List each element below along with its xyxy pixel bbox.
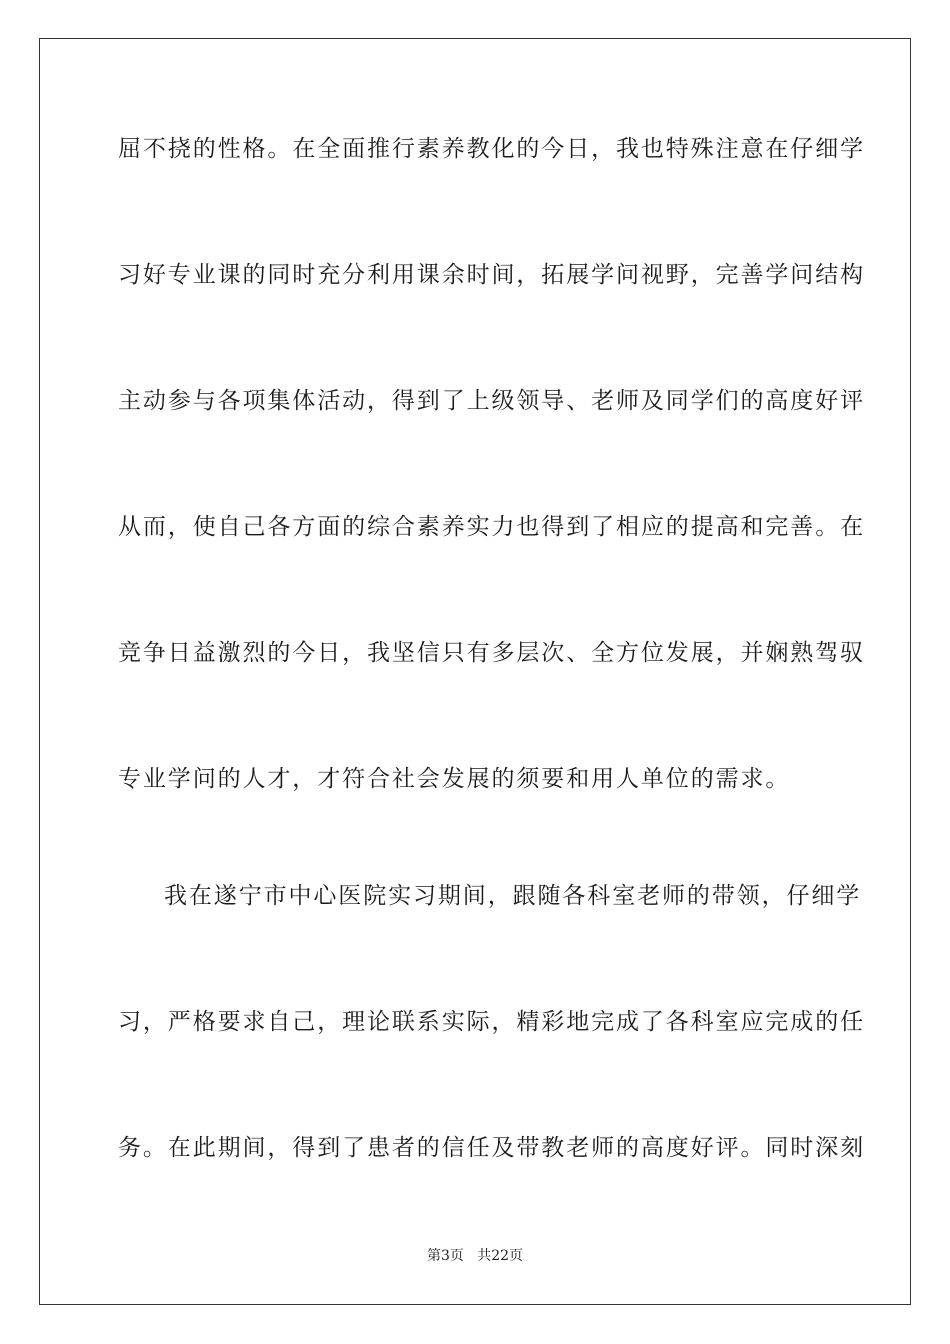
paragraph-line: 屈不挠的性格。在全面推行素养教化的今日，我也特殊注意在仔细学 xyxy=(118,136,865,162)
page-border xyxy=(39,38,911,1305)
paragraph-line: 专业学问的人才，才符合社会发展的须要和用人单位的需求。 xyxy=(118,766,791,792)
paragraph-line: 竞争日益激烈的今日，我坚信只有多层次、全方位发展，并娴熟驾驭 xyxy=(118,640,865,666)
paragraph-line-indented: 我在遂宁市中心医院实习期间，跟随各科室老师的带领，仔细学 xyxy=(164,883,862,909)
paragraph-line: 务。在此期间，得到了患者的信任及带教老师的高度好评。同时深刻 xyxy=(118,1135,865,1161)
paragraph-line: 习，严格要求自己，理论联系实际，精彩地完成了各科室应完成的任 xyxy=(118,1009,865,1035)
paragraph-line: 从而，使自己各方面的综合素养实力也得到了相应的提高和完善。在 xyxy=(118,514,865,540)
paragraph-line: 主动参与各项集体活动，得到了上级领导、老师及同学们的高度好评 xyxy=(118,388,865,414)
page-number-footer: 第3页 共22页 xyxy=(426,1248,524,1264)
paragraph-line: 习好专业课的同时充分利用课余时间，拓展学问视野，完善学问结构 xyxy=(118,262,865,288)
